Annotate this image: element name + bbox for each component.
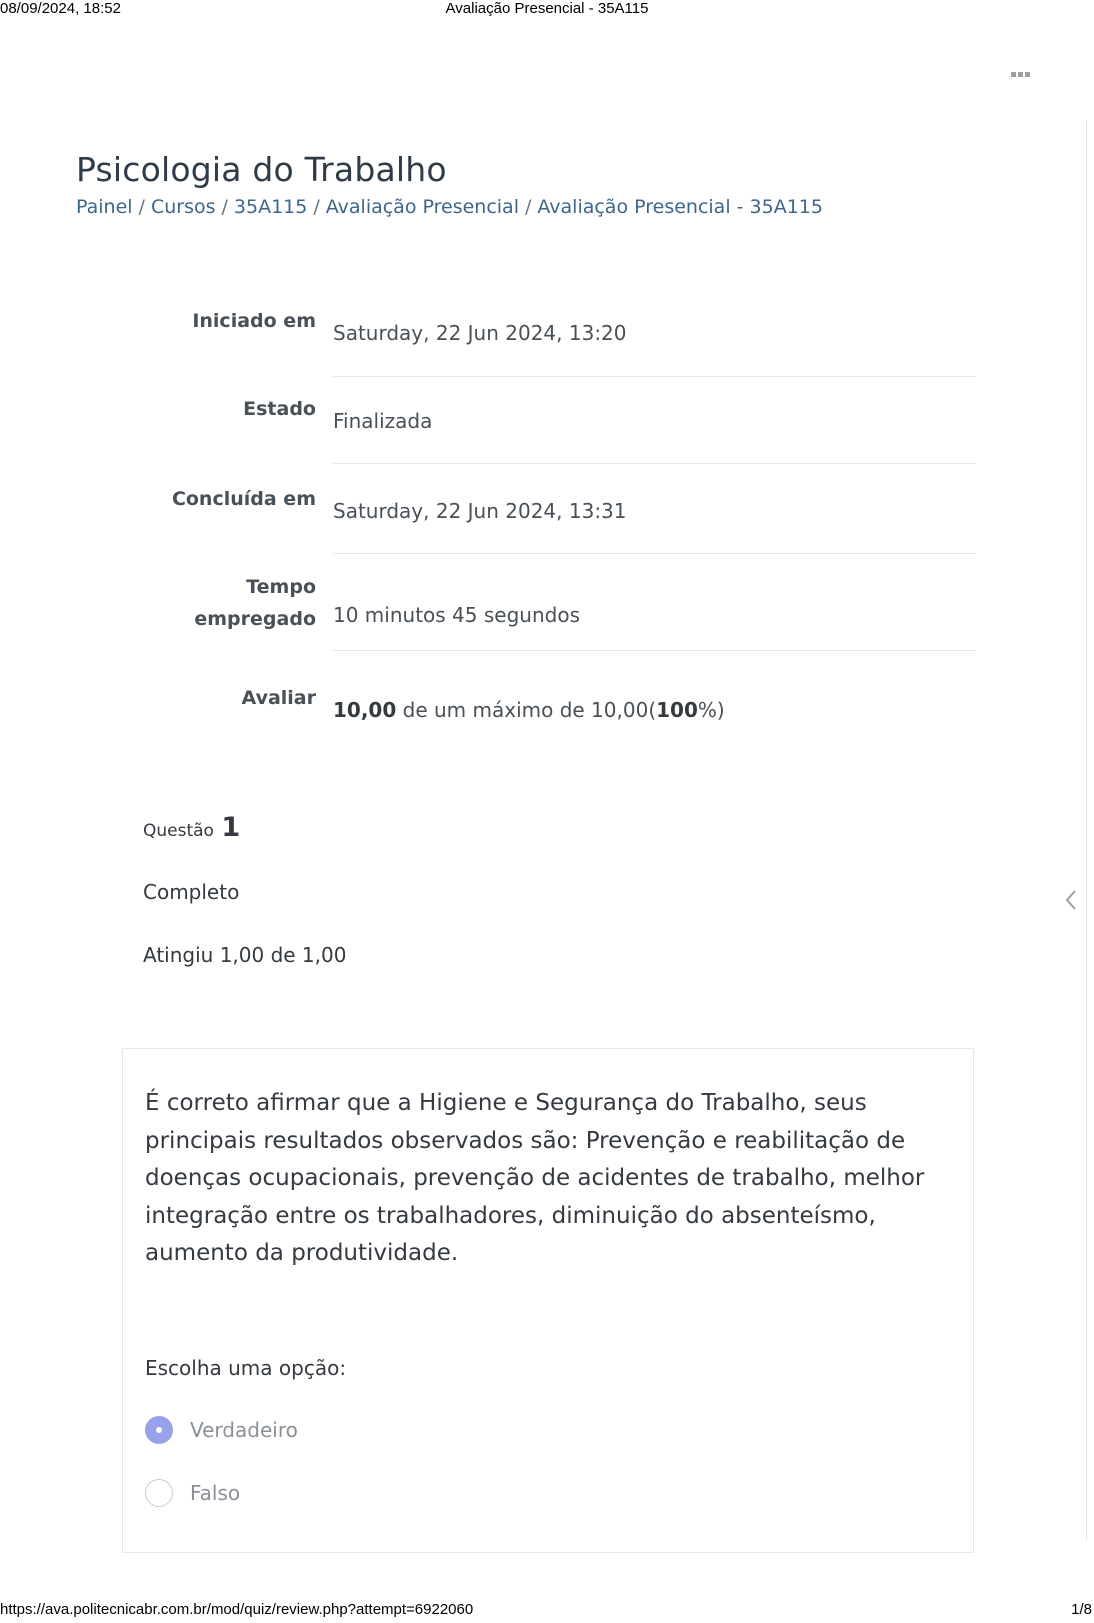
print-url: https://ava.politecnicabr.com.br/mod/quiz/review.php?attempt=6922060 [0, 1601, 474, 1618]
radio-unchecked-icon[interactable] [145, 1479, 173, 1507]
summary-label: Estado [243, 398, 316, 420]
grade-text-end: %) [697, 698, 725, 722]
breadcrumb-painel[interactable]: Painel [76, 196, 133, 218]
question-text: É correto afirmar que a Higiene e Segurança do Trabalho, seus principais resultados observados são: Prevenção e reabilitação de doenças ocupacionais, prevenção de acidentes de trabalho, melhor integração entre os trabalhadores, diminuição do absenteísmo, aumento da produtividade. [145, 1090, 925, 1266]
page-title: Psicologia do Trabalho [76, 150, 447, 189]
summary-label: Avaliar [241, 687, 316, 709]
summary-label: Iniciado em [192, 310, 316, 332]
radio-checked-icon[interactable] [145, 1416, 173, 1444]
summary-value: Finalizada [333, 403, 975, 464]
chevron-left-icon[interactable] [1063, 888, 1079, 912]
option-label: Falso [190, 1481, 241, 1505]
breadcrumb-course[interactable]: 35A115 [233, 196, 308, 218]
option-verdadeiro[interactable] [145, 1416, 298, 1444]
option-label: Verdadeiro [190, 1418, 298, 1442]
breadcrumb-separator: / [221, 196, 228, 218]
print-datetime: 08/09/2024, 18:52 [0, 0, 121, 17]
option-falso[interactable] [145, 1479, 240, 1507]
breadcrumb-section[interactable]: Avaliação Presencial [325, 196, 519, 218]
answer-prompt: Escolha uma opção: [145, 1356, 347, 1380]
breadcrumb-separator: / [313, 196, 320, 218]
question-state: Completo [143, 880, 240, 904]
breadcrumb [76, 196, 823, 218]
question-number-value: 1 [221, 812, 241, 843]
scrollbar-edge [1086, 120, 1087, 1540]
question-number [143, 812, 240, 843]
print-footer [0, 1601, 1094, 1619]
question-info [143, 812, 347, 967]
breadcrumb-quiz[interactable]: Avaliação Presencial - 35A115 [537, 196, 823, 218]
summary-value: Saturday, 22 Jun 2024, 13:20 [333, 315, 975, 377]
breadcrumb-separator: / [138, 196, 145, 218]
summary-value: Saturday, 22 Jun 2024, 13:31 [333, 493, 975, 554]
print-page-title: Avaliação Presencial - 35A115 [445, 0, 649, 17]
breadcrumb-separator: / [524, 196, 532, 218]
question-label: Questão [143, 821, 214, 841]
question-content [122, 1048, 974, 1553]
print-page-number: 1/8 [1071, 1601, 1092, 1618]
summary-value [333, 678, 975, 738]
summary-label [143, 571, 316, 635]
grade-text: de um máximo de 10,00( [396, 698, 657, 722]
summary-label-line: Tempo [246, 576, 316, 598]
print-header [0, 0, 1094, 18]
summary-value: 10 minutos 45 segundos [333, 583, 975, 651]
summary-label: Concluída em [171, 488, 316, 510]
summary-label-line: empregado [194, 608, 316, 630]
grade-score: 10,00 [333, 698, 397, 722]
grade-percent: 100 [656, 698, 698, 722]
dots-menu-icon[interactable] [1011, 72, 1030, 77]
question-grade: Atingiu 1,00 de 1,00 [143, 943, 347, 967]
breadcrumb-cursos[interactable]: Cursos [150, 196, 216, 218]
